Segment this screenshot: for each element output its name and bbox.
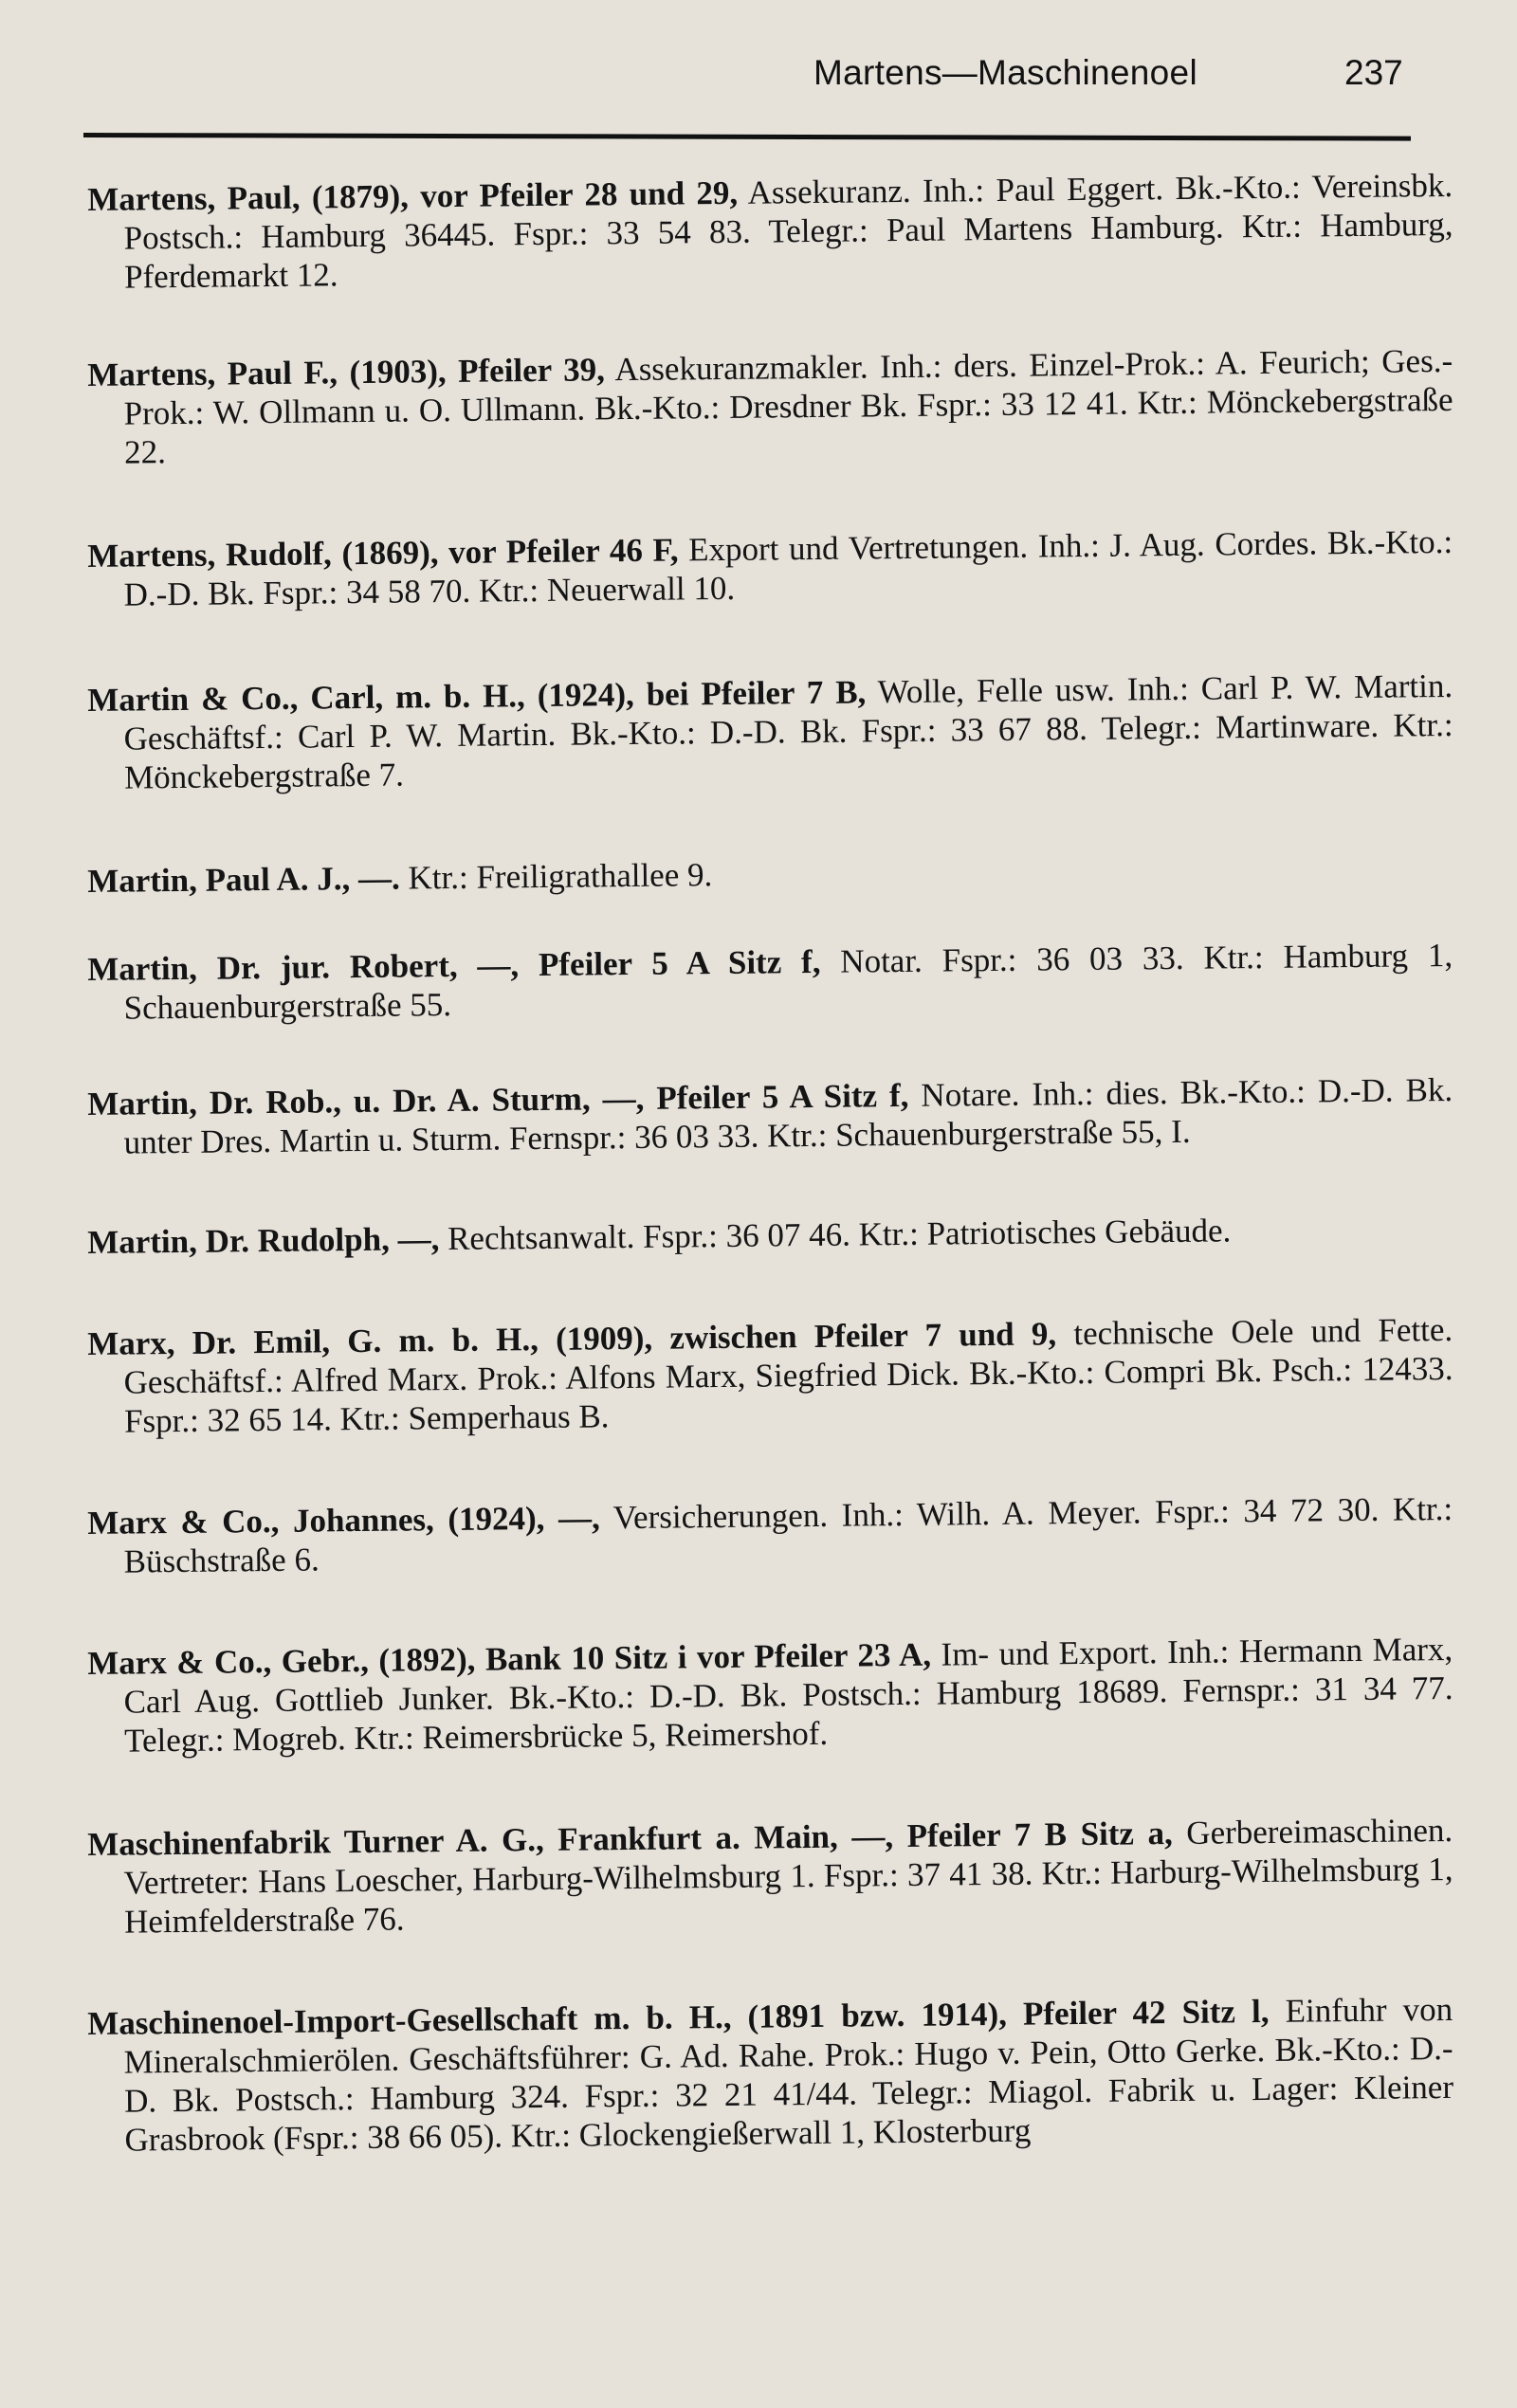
entry-name: Martin, Paul A. J., —. (87, 859, 400, 900)
entry-text: Im- und Export. Inh.: Hermann Marx, Carl Aug. Gottlieb Junker. Bk.-Kto.: D.-D. Bk. Postsch.: Hamburg 18689. Fernspr.: 31 34 77. Telegr.: Mogreb. Ktr.: Reimersbrücke 5, Reimershof. (123, 1630, 1453, 1760)
entry-text: Versicherungen. Inh.: Wilh. A. Meyer. Fspr.: 34 72 30. Ktr.: Büschstraße 6. (123, 1489, 1453, 1580)
entry-martens-rudolf (87, 522, 1453, 614)
running-head: Martens—Maschinenoel (813, 53, 1197, 92)
entry-marx-emil (87, 1310, 1453, 1441)
entry-text: Ktr.: Freiligrathallee 9. (399, 856, 713, 897)
entry-text: Gerbereimaschinen. Vertreter: Hans Loescher, Harburg-Wilhelmsburg 1. Fspr.: 37 41 38. Ktr.: Harburg-Wilhelmsburg 1, Heimfelderstraße 76. (123, 1811, 1453, 1941)
entry-text: technische Oele und Fette. Geschäftsf.: Alfred Marx. Prok.: Alfons Marx, Siegfried Dick. Bk.-Kto.: Compri Bk. Psch.: 12433. Fspr.: 32 65 14. Ktr.: Semperhaus B. (123, 1310, 1453, 1440)
entry-name: Marx, Dr. Emil, G. m. b. H., (1909), zwischen Pfeiler 7 und 9, (87, 1315, 1057, 1362)
entry-text: Assekuranzmakler. Inh.: ders. Einzel-Prok.: A. Feurich; Ges.-Prok.: W. Ollmann u. O. Ullmann. Bk.-Kto.: Dresdner Bk. Fspr.: 33 12 41. Ktr.: Mönckebergstraße 22. (123, 341, 1453, 471)
entry-martens-paul-f (87, 341, 1453, 472)
entry-text: Notar. Fspr.: 36 03 33. Ktr.: Hamburg 1, Schauenburgerstraße 55. (123, 936, 1453, 1027)
entry-marx-johannes (87, 1489, 1453, 1581)
entry-list (87, 166, 1454, 2160)
entry-maschinenoel-import (87, 1990, 1454, 2160)
entry-martin-rudolph (87, 1209, 1453, 1262)
entry-name: Martin, Dr. Rudolph, —, (87, 1220, 440, 1261)
entry-text: Rechtsanwalt. Fspr.: 36 07 46. Ktr.: Patriotisches Gebäude. (439, 1212, 1232, 1258)
entry-name: Martin, Dr. Rob., u. Dr. A. Sturm, —, Pfeiler 5 A Sitz f, (87, 1076, 909, 1122)
entry-text: Notare. Inh.: dies. Bk.-Kto.: D.-D. Bk. unter Dres. Martin u. Sturm. Fernspr.: 36 03 33. Ktr.: Schauenburgerstraße 55, I. (123, 1070, 1453, 1161)
entry-name: Maschinenfabrik Turner A. G., Frankfurt a. Main, —, Pfeiler 7 B Sitz a, (87, 1815, 1173, 1863)
entry-name: Martens, Paul, (1879), vor Pfeiler 28 und 29, (87, 173, 739, 218)
entry-maschinenfabrik-turner (87, 1811, 1453, 1942)
entry-martin-paul-aj (87, 848, 1453, 901)
entry-martin-sturm (87, 1070, 1453, 1162)
header-rule (83, 133, 1411, 141)
entry-text: Export und Vertretungen. Inh.: J. Aug. Cordes. Bk.-Kto.: D.-D. Bk. Fspr.: 34 58 70. Ktr.: Neuerwall 10. (123, 522, 1453, 613)
entry-martin-carl (87, 666, 1453, 797)
page-number: 237 (1344, 53, 1403, 92)
entry-name: Marx & Co., Johannes, (1924), —, (87, 1499, 600, 1541)
entry-martens-paul (87, 166, 1453, 297)
entry-text: Wolle, Felle usw. Inh.: Carl P. W. Martin. Geschäftsf.: Carl P. W. Martin. Bk.-Kto.: D.-D. Bk. Fspr.: 33 67 88. Telegr.: Martinware. Ktr.: Mönckebergstraße 7. (123, 666, 1453, 796)
entry-name: Martens, Paul F., (1903), Pfeiler 39, (87, 351, 606, 393)
entry-text: Einfuhr von Mineralschmierölen. Geschäftsführer: G. Ad. Rahe. Prok.: Hugo v. Pein, Otto Gerke. Bk.-Kto.: D.-D. Bk. Postsch.: Hamburg 324. Fspr.: 32 21 41/44. Telegr.: Miagol. Fabrik u. Lager: Kleiner Grasbrook (Fspr.: 38 66 05). Ktr.: Glockengießerwall 1, Klosterburg (123, 1990, 1454, 2159)
entry-text: Assekuranz. Inh.: Paul Eggert. Bk.-Kto.: Vereinsbk. Postsch.: Hamburg 36445. Fspr.: 33 54 83. Telegr.: Paul Martens Hamburg. Ktr.: Hamburg, Pferdemarkt 12. (123, 166, 1453, 296)
entry-name: Maschinenoel-Import-Gesellschaft m. b. H., (1891 bzw. 1914), Pfeiler 42 Sitz l, (87, 1992, 1270, 2042)
entry-name: Martens, Rudolf, (1869), vor Pfeiler 46 F, (87, 531, 679, 575)
entry-name: Martin & Co., Carl, m. b. H., (1924), bei Pfeiler 7 B, (87, 673, 867, 719)
entry-martin-robert (87, 936, 1453, 1028)
page-header (83, 53, 1411, 100)
entry-name: Marx & Co., Gebr., (1892), Bank 10 Sitz i vor Pfeiler 23 A, (87, 1635, 932, 1682)
entry-name: Martin, Dr. jur. Robert, —, Pfeiler 5 A Sitz f, (87, 942, 821, 988)
entry-marx-gebr (87, 1630, 1453, 1760)
